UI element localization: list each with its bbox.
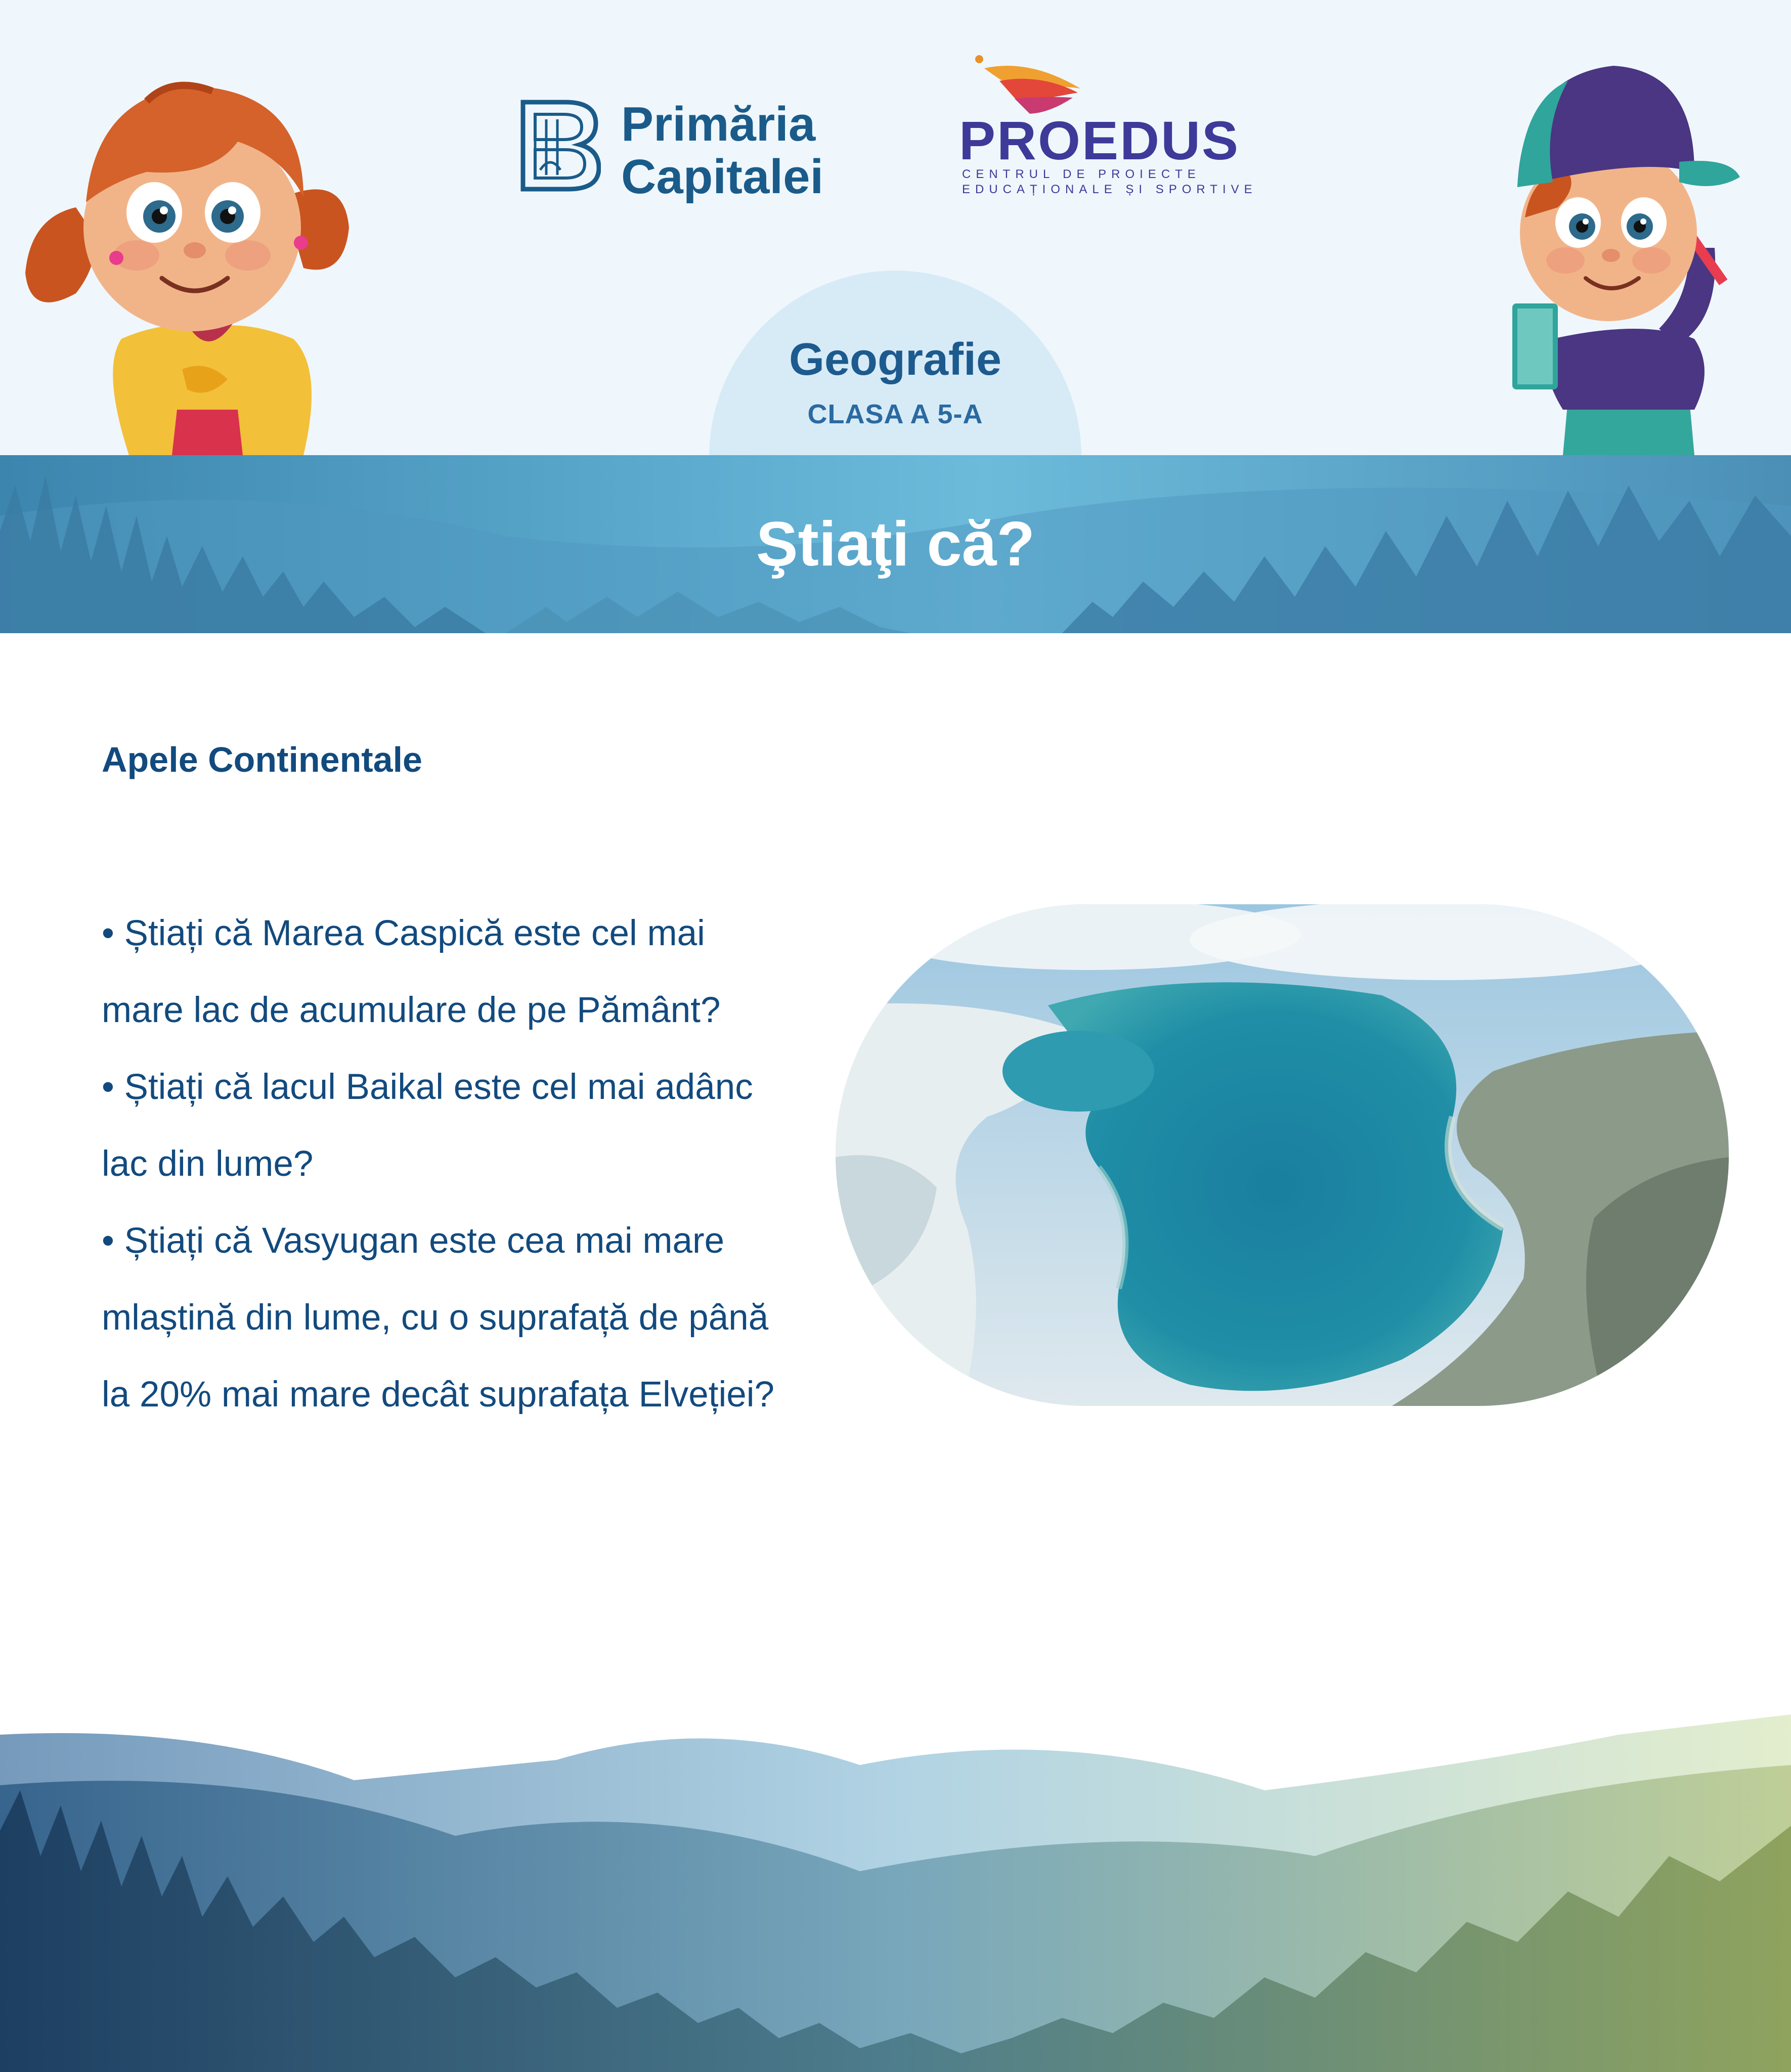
section-title: Apele Continentale — [102, 740, 422, 779]
boy-mascot — [1477, 56, 1760, 455]
primaria-wordmark — [621, 98, 823, 203]
footer-landscape — [0, 1704, 1791, 2072]
primaria-line1: Primăria — [621, 97, 816, 151]
primaria-b-icon — [520, 99, 601, 192]
banner-title: Ştiaţi că? — [756, 509, 1035, 579]
proedus-tagline-line1: CENTRUL DE PROIECTE — [962, 167, 1201, 181]
primaria-capitalei-logo — [520, 97, 854, 204]
proedus-tagline — [962, 167, 1257, 197]
girl-mascot — [20, 56, 364, 455]
fact-item: • Știați că Vasyugan este cea mai mare mlaștină din lume, cu o suprafață de până la 20% mai mare decât suprafața Elveției? — [102, 1221, 774, 1415]
class-label: CLASA A 5-A — [807, 399, 983, 429]
caspian-sea-photo — [836, 904, 1729, 1406]
proedus-logo — [959, 53, 1262, 200]
fact-item: • Știați că lacul Baikal este cel mai adânc lac din lume? — [102, 1067, 753, 1184]
subject-title: Geografie — [789, 334, 1002, 385]
primaria-line2: Capitalei — [621, 150, 824, 204]
proedus-tagline-line2: EDUCAȚIONALE ȘI SPORTIVE — [962, 183, 1257, 196]
fact-item: • Știați că Marea Caspică este cel mai mare lac de acumulare de pe Pământ? — [102, 913, 721, 1030]
facts-list — [102, 895, 774, 1433]
proedus-wordmark: PROEDUS — [959, 110, 1240, 171]
